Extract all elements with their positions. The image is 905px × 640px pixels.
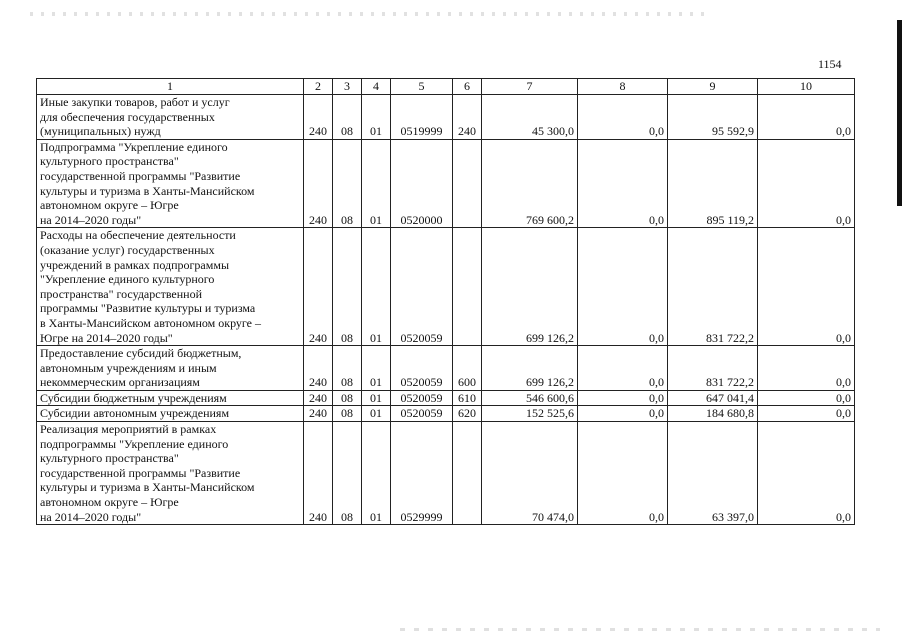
table-row [37, 228, 855, 346]
cell-amount-col8: 0,0 [578, 422, 668, 525]
col-header-5: 5 [391, 79, 453, 95]
cell-target-article: 0519999 [391, 95, 453, 140]
cell-code-2: 08 [333, 406, 362, 422]
scan-noise-bottom [400, 628, 880, 631]
cell-expense-type [453, 228, 482, 346]
cell-expense-type [453, 422, 482, 525]
cell-amount-col10: 0,0 [758, 346, 855, 391]
cell-code-1: 240 [304, 228, 333, 346]
col-header-7: 7 [482, 79, 578, 95]
description-line: Югре на 2014–2020 годы" [40, 330, 173, 345]
cell-description [37, 139, 304, 228]
table-row [37, 139, 855, 228]
col-header-8: 8 [578, 79, 668, 95]
cell-amount-col10: 0,0 [758, 406, 855, 422]
description-line: пространства" государственной [40, 286, 203, 301]
description-line: культурного пространства" [40, 154, 179, 169]
description-line: Иные закупки товаров, работ и услуг [40, 95, 230, 109]
cell-description [37, 422, 304, 525]
cell-description [37, 346, 304, 391]
cell-amount-col7: 769 600,2 [482, 139, 578, 228]
description-line: на 2014–2020 годы" [40, 212, 142, 227]
cell-amount-col8: 0,0 [578, 406, 668, 422]
cell-code-3: 01 [362, 422, 391, 525]
cell-code-1: 240 [304, 390, 333, 406]
cell-code-1: 240 [304, 406, 333, 422]
description-line: культуры и туризма в Ханты-Мансийском [40, 183, 255, 198]
table-row [37, 346, 855, 391]
description-line: Подпрограмма "Укрепление единого [40, 139, 228, 154]
cell-amount-col10: 0,0 [758, 95, 855, 140]
cell-amount-col9: 895 119,2 [668, 139, 758, 228]
cell-target-article: 0529999 [391, 422, 453, 525]
table-body [37, 95, 855, 525]
cell-code-2: 08 [333, 390, 362, 406]
col-header-9: 9 [668, 79, 758, 95]
cell-amount-col7: 699 126,2 [482, 346, 578, 391]
cell-expense-type: 620 [453, 406, 482, 422]
cell-amount-col10: 0,0 [758, 139, 855, 228]
cell-description [37, 406, 304, 422]
col-header-1: 1 [37, 79, 304, 95]
cell-expense-type: 600 [453, 346, 482, 391]
description-line: культуры и туризма в Ханты-Мансийском [40, 480, 255, 495]
cell-amount-col10: 0,0 [758, 390, 855, 406]
cell-amount-col8: 0,0 [578, 139, 668, 228]
cell-expense-type: 240 [453, 95, 482, 140]
description-line: программы "Развитие культуры и туризма [40, 301, 256, 316]
description-line: Реализация мероприятий в рамках [40, 422, 217, 437]
cell-description [37, 228, 304, 346]
description-line: автономным учреждениям и иным [40, 360, 217, 375]
table-row [37, 422, 855, 525]
col-header-4: 4 [362, 79, 391, 95]
cell-code-1: 240 [304, 95, 333, 140]
cell-code-2: 08 [333, 346, 362, 391]
description-line: некоммерческим организациям [40, 375, 200, 390]
cell-amount-col8: 0,0 [578, 228, 668, 346]
cell-amount-col7: 546 600,6 [482, 390, 578, 406]
cell-expense-type: 610 [453, 390, 482, 406]
cell-target-article: 0520059 [391, 346, 453, 391]
cell-code-2: 08 [333, 422, 362, 525]
description-line: "Укрепление единого культурного [40, 272, 215, 287]
description-line: государственной программы "Развитие [40, 465, 241, 480]
cell-target-article: 0520059 [391, 390, 453, 406]
cell-amount-col9: 831 722,2 [668, 228, 758, 346]
description-line: Субсидии автономным учреждениям [40, 406, 230, 421]
cell-expense-type [453, 139, 482, 228]
description-line: Расходы на обеспечение деятельности [40, 228, 236, 243]
cell-code-1: 240 [304, 422, 333, 525]
cell-code-3: 01 [362, 95, 391, 140]
cell-amount-col9: 831 722,2 [668, 346, 758, 391]
cell-code-2: 08 [333, 139, 362, 228]
cell-amount-col7: 152 525,6 [482, 406, 578, 422]
cell-target-article: 0520059 [391, 406, 453, 422]
cell-code-3: 01 [362, 406, 391, 422]
description-line: Субсидии бюджетным учреждениям [40, 390, 227, 405]
cell-target-article: 0520059 [391, 228, 453, 346]
table-row [37, 390, 855, 406]
cell-amount-col7: 70 474,0 [482, 422, 578, 525]
header-row [37, 79, 855, 95]
description-line: автономном округе – Югре [40, 495, 179, 510]
page-number: 1154 [818, 57, 842, 71]
cell-amount-col8: 0,0 [578, 346, 668, 391]
description-line: культурного пространства" [40, 451, 179, 466]
cell-amount-col10: 0,0 [758, 422, 855, 525]
description-line: на 2014–2020 годы" [40, 509, 142, 524]
cell-code-2: 08 [333, 228, 362, 346]
scan-noise-top [30, 12, 710, 16]
cell-amount-col8: 0,0 [578, 390, 668, 406]
description-line: автономном округе – Югре [40, 198, 179, 213]
cell-amount-col8: 0,0 [578, 95, 668, 140]
cell-amount-col9: 63 397,0 [668, 422, 758, 525]
description-line: учреждений в рамках подпрограммы [40, 257, 230, 272]
description-line: государственной программы "Развитие [40, 168, 241, 183]
col-header-6: 6 [453, 79, 482, 95]
scan-edge-mark [897, 20, 902, 206]
description-line: в Ханты-Мансийском автономном округе – [40, 315, 261, 330]
table-row [37, 95, 855, 140]
cell-code-2: 08 [333, 95, 362, 140]
cell-code-3: 01 [362, 390, 391, 406]
description-line: подпрограммы "Укрепление единого [40, 436, 229, 451]
col-header-2: 2 [304, 79, 333, 95]
cell-amount-col7: 45 300,0 [482, 95, 578, 140]
col-header-10: 10 [758, 79, 855, 95]
cell-code-3: 01 [362, 228, 391, 346]
budget-table [36, 78, 855, 525]
description-line: (муниципальных) нужд [40, 124, 161, 139]
cell-amount-col9: 647 041,4 [668, 390, 758, 406]
cell-amount-col9: 95 592,9 [668, 95, 758, 140]
cell-code-3: 01 [362, 346, 391, 391]
cell-code-1: 240 [304, 346, 333, 391]
description-line: Предоставление субсидий бюджетным, [40, 346, 242, 361]
cell-target-article: 0520000 [391, 139, 453, 228]
cell-code-3: 01 [362, 139, 391, 228]
description-line: для обеспечения государственных [40, 109, 215, 124]
cell-amount-col7: 699 126,2 [482, 228, 578, 346]
cell-code-1: 240 [304, 139, 333, 228]
description-line: (оказание услуг) государственных [40, 242, 215, 257]
cell-amount-col9: 184 680,8 [668, 406, 758, 422]
table-row [37, 406, 855, 422]
col-header-3: 3 [333, 79, 362, 95]
cell-description [37, 390, 304, 406]
cell-description [37, 95, 304, 140]
cell-amount-col10: 0,0 [758, 228, 855, 346]
